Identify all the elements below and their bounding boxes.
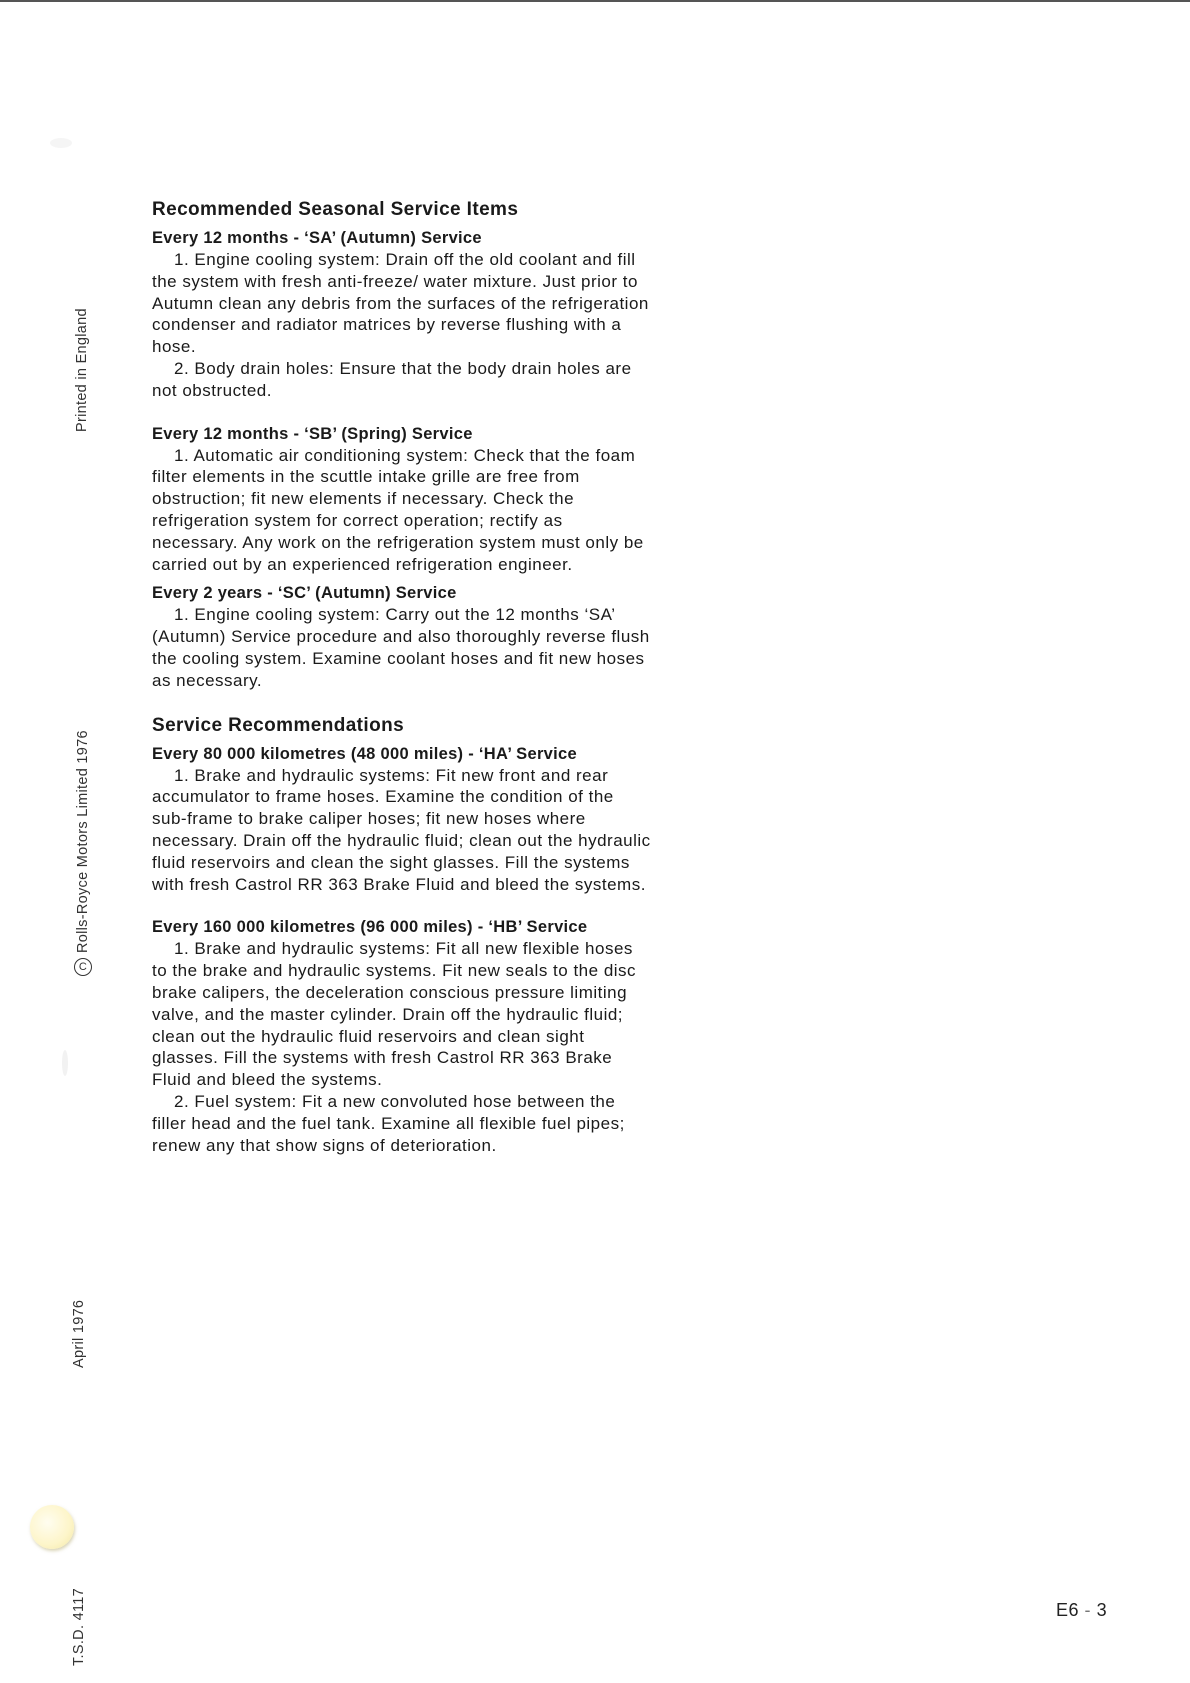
margin-date: [71, 1300, 87, 1368]
service-item: 1. Engine cooling system: Drain off the old coolant and fill the system with fresh anti-freeze/ water mixture. Just prior to Autumn clean any debris from the surfaces of the refrigeration condenser and radiator matrices by reverse flushing with a hose.: [152, 250, 649, 357]
service-item: 1. Automatic air conditioning system: Check that the foam filter elements in the scuttle intake grille are free from obstruction; fit new elements if necessary. Check the refrigeration system for correct operation; rectify as necessary. Any work on the refrigeration system must only be carried out by an experienced refrigeration engineer.: [152, 445, 644, 574]
service-block-sb: [152, 424, 652, 576]
service-block-sa: [152, 228, 652, 402]
binder-hole-mark: [30, 1505, 74, 1549]
service-block-ha: [152, 744, 652, 896]
section-title: Service Recommendations: [152, 714, 405, 736]
margin-copyright: [74, 730, 92, 976]
block-heading: Every 12 months - ‘SA’ (Autumn) Service: [152, 229, 482, 247]
page-index: 3: [1096, 1600, 1108, 1620]
scan-mark: [50, 138, 72, 148]
service-block-hb: [152, 917, 652, 1156]
copyright-text: Rolls-Royce Motors Limited 1976: [74, 730, 91, 953]
service-block-sc: [152, 583, 652, 691]
service-item: 2. Fuel system: Fit a new convoluted hose between the filler head and the fuel tank. Examine all flexible fuel pipes; renew any that show signs of deterioration.: [152, 1091, 625, 1155]
block-heading: Every 80 000 kilometres (48 000 miles) - ‘HA’ Service: [152, 744, 577, 763]
service-item: 1. Engine cooling system: Carry out the 12 months ‘SA’ (Autumn) Service procedure and also thoroughly reverse flush the cooling system. Examine coolant hoses and fit new hoses as necessary.: [152, 605, 650, 690]
service-item: 1. Brake and hydraulic systems: Fit new front and rear accumulator to frame hoses. Examine the condition of the sub-frame to brake caliper hoses; fit new hoses where necessary. Drain off the hydraulic fluid; clean out the hydraulic fluid reservoirs and clean the sight glasses. Fill the systems with fresh Castrol RR 363 Brake Fluid and bleed the systems.: [152, 765, 651, 894]
main-content: [152, 198, 652, 1156]
page-number: [1056, 1600, 1107, 1621]
page-section-code: E6: [1056, 1600, 1080, 1620]
section-title: Recommended Seasonal Service Items: [152, 199, 519, 220]
tsd-number-text: T.S.D. 4117: [71, 1588, 87, 1666]
block-heading: Every 160 000 kilometres (96 000 miles) - ‘HB’ Service: [152, 918, 588, 937]
issue-date-text: April 1976: [71, 1299, 87, 1368]
block-heading: Every 12 months - ‘SB’ (Spring) Service: [152, 424, 473, 443]
service-item: 1. Brake and hydraulic systems: Fit all new flexible hoses to the brake and hydraulic systems. Fit new seals to the disc brake calipers, the deceleration conscious pressure limiting valve, and the master cylinder. Drain off the hydraulic fluid; clean out the hydraulic fluid reservoirs and clean sight glasses. Fill the systems with fresh Castrol RR 363 Brake Fluid and bleed the systems.: [152, 939, 637, 1090]
margin-printed-in-england: [74, 308, 90, 432]
copyright-icon: C: [74, 958, 92, 976]
page-separator: -: [1084, 1600, 1092, 1620]
printed-in-england-text: Printed in England: [74, 308, 90, 432]
block-heading: Every 2 years - ‘SC’ (Autumn) Service: [152, 584, 457, 603]
scan-mark: [62, 1050, 68, 1076]
margin-tsd: [71, 1588, 87, 1666]
service-item: 2. Body drain holes: Ensure that the body drain holes are not obstructed.: [152, 358, 632, 400]
page-top-edge: [0, 0, 1190, 2]
